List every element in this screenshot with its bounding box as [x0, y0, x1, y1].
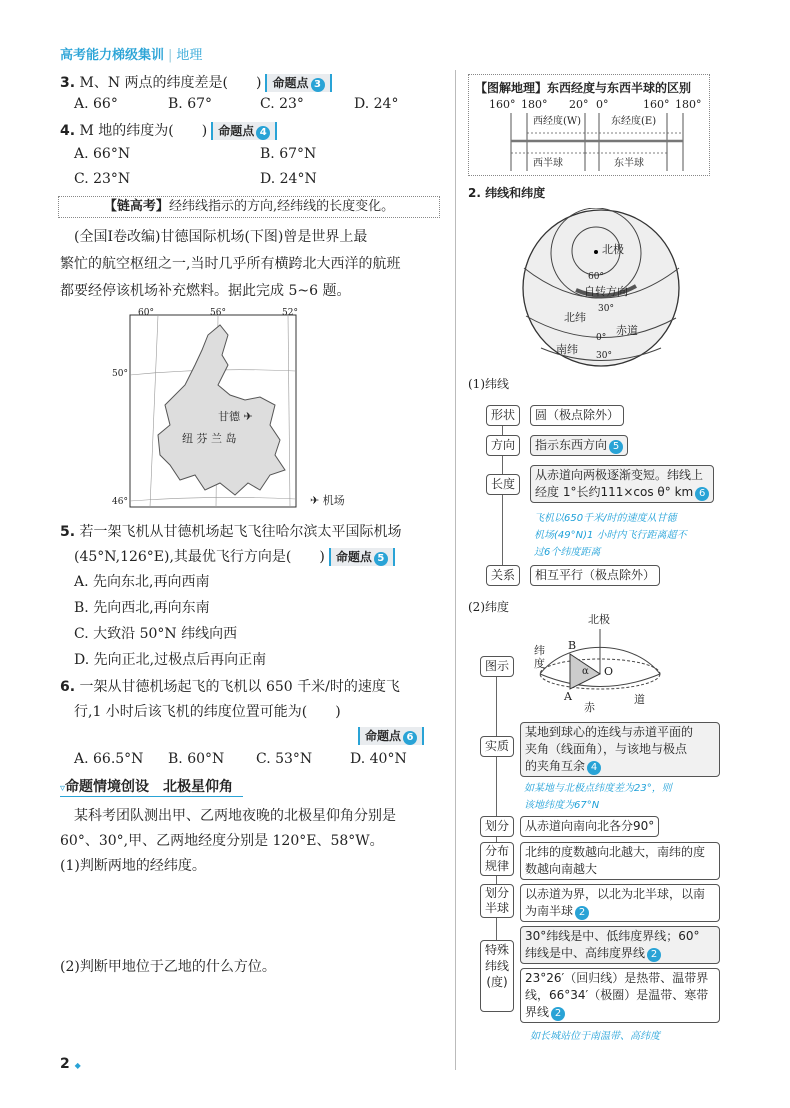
globe-figure [516, 208, 686, 368]
east-longitude-label: 东经度(E) [611, 116, 657, 127]
subquestion-2: (2)判断甲地位于乙地的什么方位。 [60, 959, 276, 975]
option-d: D. 24° [354, 96, 399, 112]
alpha-label: α [582, 666, 589, 677]
north-lat-label: 北纬 [564, 311, 586, 324]
latitude-key-diagram: 图示 [480, 656, 514, 677]
lon-label: 52° [282, 308, 298, 318]
question-4: 4. M 地的纬度为( ) 命题点 4 [60, 120, 277, 140]
topic-tag: 命题点 5 [329, 548, 395, 566]
parallel-key-length: 长度 [486, 474, 520, 495]
latitude-key-distribution: 分布规律 [480, 842, 514, 876]
map-graphic [110, 305, 450, 515]
question-3: 3. M、N 两点的纬度差是( ) 命题点 3 [60, 72, 332, 92]
option-c: C. 23°N [74, 171, 131, 187]
hemisphere-graphic [530, 614, 670, 718]
handwritten-note: 如长城站位于南温带、高纬度 [530, 1031, 660, 1042]
airport-icon: ✈ [243, 410, 253, 423]
page-number: 2 ◆ [60, 1056, 81, 1072]
south-lat-label: 南纬 [556, 343, 578, 356]
airport-icon: ✈ [310, 494, 320, 507]
option-a: A. 66° [74, 96, 118, 112]
option-d: D. 先向正北,过极点后再向正南 [74, 652, 267, 668]
lat-s30-label: 30° [596, 351, 612, 361]
option-a: A. 66°N [74, 146, 131, 162]
lon-label: 60° [138, 308, 154, 318]
topic-tag: 命题点 4 [211, 122, 277, 140]
lon-label: 56° [210, 308, 226, 318]
tick: 160° [643, 98, 670, 111]
north-pole-label: 北极 [602, 243, 624, 256]
section-heading: 2. 纬线和纬度 [468, 186, 546, 200]
column-divider [455, 70, 456, 1070]
lat-60-label: 60° [588, 272, 604, 282]
handwritten-note: 如某地与北极点纬度差为23°，则 该地纬度为67°N [524, 783, 672, 811]
latitude-key-essence: 实质 [480, 736, 514, 757]
option-b: B. 67°N [260, 146, 317, 162]
tick: 160° [489, 98, 516, 111]
question-5: 5. 若一架飞机从甘德机场起飞飞往哈尔滨太平国际机场 [60, 524, 402, 540]
topic-tag: 命题点 6 [358, 727, 424, 745]
lat-label: 50° [112, 369, 128, 379]
lat-0-label: 0° [596, 333, 607, 343]
longitude-diagram [469, 75, 711, 177]
latitude-val-division: 从赤道向南向北各分90° [520, 816, 659, 837]
parallel-key-relation: 关系 [486, 565, 520, 586]
latitude-val-essence: 某地到球心的连线与赤道平面的 夹角（线面角），与该地与极点 的夹角互余 4 [520, 722, 720, 777]
latitude-key-special: 特殊纬线(度) [480, 940, 514, 1012]
point-o: O [604, 665, 614, 678]
parallel-key-shape: 形状 [486, 405, 520, 426]
figure-title: 【图解地理】东西经度与东西半球的区别 [475, 81, 692, 95]
latitude-val-special-1: 30°纬线是中、低纬度界线；60° 纬线是中、高纬度界线 2 [520, 926, 720, 964]
west-longitude-label: 西经度(W) [533, 116, 582, 127]
city-gander: 甘德 ✈ [218, 410, 253, 423]
option-a: A. 先向东北,再向西南 [74, 574, 210, 590]
latitude-val-special-2: 23°26′（回归线）是热带、温带界 线，66°34′（极圈）是温带、寒带 界线 2 [520, 968, 720, 1023]
intro-line: 都要经停该机场补充燃料。据此完成 5~6 题。 [60, 283, 351, 299]
tick: 20° [569, 98, 589, 111]
q5-stem-line2: (45°N,126°E),其最优飞行方向是( ) [74, 549, 325, 565]
option-a: A. 66.5°N [74, 751, 144, 767]
option-c: C. 大致沿 50°N 纬线向西 [74, 626, 238, 642]
topic-tag: 命题点 3 [265, 74, 331, 92]
link-gaokao-box: 【链高考】经纬线指示的方向,经纬线的长度变化。 [58, 196, 440, 218]
parallel-val-length: 从赤道向两极逐渐变短。纬线上 经度 1°长约111×cos θ° km 6 [530, 465, 714, 503]
tick: 180° [521, 98, 548, 111]
latitude-val-distribution: 北纬的度数越向北越大，南纬的度 数越向南越大 [520, 842, 720, 880]
question-6: 6. 一架从甘德机场起飞的飞机以 650 千米/时的速度飞 [60, 679, 400, 695]
equator-label-dao: 道 [634, 693, 645, 706]
map-legend: ✈ 机场 [310, 494, 345, 507]
option-b: B. 60°N [168, 751, 225, 767]
latitude-key-division: 划分 [480, 816, 514, 837]
scenario-heading: ▿命题情境创设 北极星仰角 [60, 776, 243, 797]
pole-label: 北极 [588, 613, 610, 626]
option-b: B. 67° [168, 96, 213, 112]
latitude-diagram [530, 614, 670, 718]
handwritten-note: 飞机以650千米/时的速度从甘德 机场(49°N)1 小时内飞行距离超不 过6个纬度距离 [534, 513, 687, 558]
west-hemisphere-label: 西半球 [533, 158, 563, 169]
island-label: 纽 芬 兰 岛 [182, 432, 237, 445]
latitude-label: 纬 度 [534, 644, 545, 670]
parallel-val-shape: 圆（极点除外） [530, 405, 624, 426]
east-hemisphere-label: 东半球 [614, 158, 644, 169]
scenario-line: 某科考团队测出甲、乙两地夜晚的北极星仰角分别是 [74, 808, 396, 824]
subquestion-1: (1)判断两地的经纬度。 [60, 858, 206, 874]
option-d: D. 24°N [260, 171, 317, 187]
option-c: C. 23° [260, 96, 304, 112]
point-a: A [564, 690, 572, 703]
option-b: B. 先向西北,再向东南 [74, 600, 210, 616]
series-title: 高考能力梯级集训 [60, 48, 165, 63]
tick: 0° [596, 98, 609, 111]
point-b: B [568, 639, 577, 652]
option-c: C. 53°N [256, 751, 313, 767]
subject: 地理 [176, 48, 203, 63]
latitude-title: (2)纬度 [468, 600, 509, 614]
longitude-figure [468, 74, 710, 176]
parallel-key-direction: 方向 [486, 435, 520, 456]
tick: 180° [675, 98, 702, 111]
intro-line: (全国Ⅰ卷改编)甘德国际机场(下图)曾是世界上最 [74, 229, 368, 245]
option-d: D. 40°N [350, 751, 407, 767]
parallel-val-direction: 指示东西方向 5 [530, 435, 628, 456]
rotation-label: 自转方向 [584, 285, 628, 298]
equator-label: 赤道 [616, 324, 638, 337]
equator-label-chi: 赤 [584, 701, 595, 714]
lat-30-label: 30° [598, 304, 614, 314]
running-header: 高考能力梯级集训 | 地理 [60, 48, 203, 63]
scenario-line: 60°、30°,甲、乙两地经度分别是 120°E、58°W。 [60, 833, 384, 849]
latitude-key-hemisphere: 划分半球 [480, 884, 514, 918]
gander-map [110, 305, 450, 515]
q6-stem-line2: 行,1 小时后该飞机的纬度位置可能为( ) [74, 704, 341, 720]
lat-label: 46° [112, 497, 128, 507]
parallel-title: (1)纬线 [468, 377, 509, 391]
parallel-val-relation: 相互平行（极点除外） [530, 565, 660, 586]
intro-line: 繁忙的航空枢纽之一,当时几乎所有横跨北大西洋的航班 [60, 256, 401, 272]
latitude-val-hemisphere: 以赤道为界，以北为北半球，以南 为南半球 2 [520, 884, 720, 922]
